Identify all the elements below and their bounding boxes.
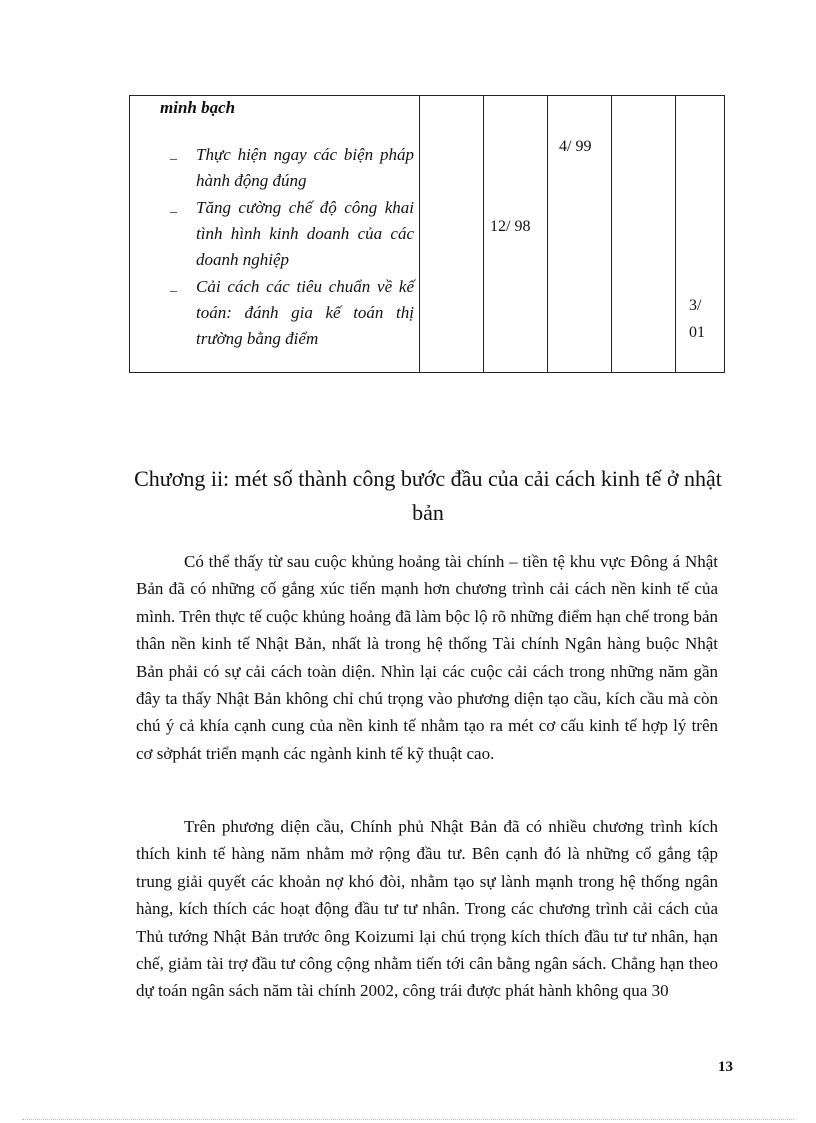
bullet-text: Tăng cường chế độ công khai tình hình kinh doanh của các doanh nghiệp [196,198,414,269]
bullet-text: Thực hiện ngay các biện pháp hành động đúng [196,145,414,190]
reform-table [129,95,725,373]
table-date-cell: 4/ 99 [559,138,592,155]
column-divider [483,96,484,372]
column-divider [547,96,548,372]
table-date-cell: 3/ [689,297,702,314]
bullet-dash: _ [170,200,177,215]
bullet-dash: _ [170,147,177,162]
table-row-heading: minh bạch [160,98,236,117]
column-divider [419,96,420,372]
page-bottom-divider [22,1119,794,1120]
column-divider [611,96,612,372]
column-divider [675,96,676,372]
table-date-cell: 12/ 98 [490,218,531,235]
body-paragraph: Có thể thấy từ sau cuộc khủng hoảng tài chính – tiền tệ khu vực Đông á Nhật Bản đã có những cố gắng xúc tiến mạnh hơn chương trình cải cách nền kinh tế của mình. Trên thực tế cuộc khủng hoảng đã làm bộc lộ rõ những điểm hạn chế trong bản thân nền kinh tế Nhật Bản, nhất là trong hệ thống Tài chính Ngân hàng buộc Nhật Bản phải có sự cải cách toàn diện. Nhìn lại các cuộc cải cách trong những năm gần đây ta thấy Nhật Bản không chỉ chú trọng vào phương diện tạo cầu, kích cầu mà còn chú ý cả khía cạnh cung của nền kinh tế nhằm tạo ra mét cơ cấu kinh tế hợp lý trên cơ sởphát triển mạnh các ngành kinh tế kỹ thuật cao. [136,552,718,763]
body-paragraph: Trên phương diện cầu, Chính phủ Nhật Bản đã có nhiều chương trình kích thích kinh tế hàng năm nhằm mở rộng đầu tư. Bên cạnh đó là những cố gắng tập trung giải quyết các khoản nợ khó đòi, nhằm tạo sự lành mạnh trong hệ thống ngân hàng, kích thích các hoạt động đầu tư tư nhân. Trong các chương trình cải cách của Thủ tướng Nhật Bản trước ông Koizumi lại chú trọng kích thích đầu tư tư nhân, hạn chế, giảm tài trợ đầu tư công cộng nhằm tiến tới cân bằng ngân sách. Chẳng hạn theo dự toán ngân sách năm tài chính 2002, công trái được phát hành không qua 30 [136,817,718,1001]
bullet-dash: _ [170,279,177,294]
bullet-text: Cải cách các tiêu chuẩn về kế toán: đánh gia kế toán thị trường bằng điểm [196,277,414,348]
table-date-cell: 01 [689,324,705,341]
page-number: 13 [718,1059,733,1075]
chapter-title: Chương ii: mét số thành công bước đầu của cải cách kinh tế ở nhật bản [134,466,722,525]
